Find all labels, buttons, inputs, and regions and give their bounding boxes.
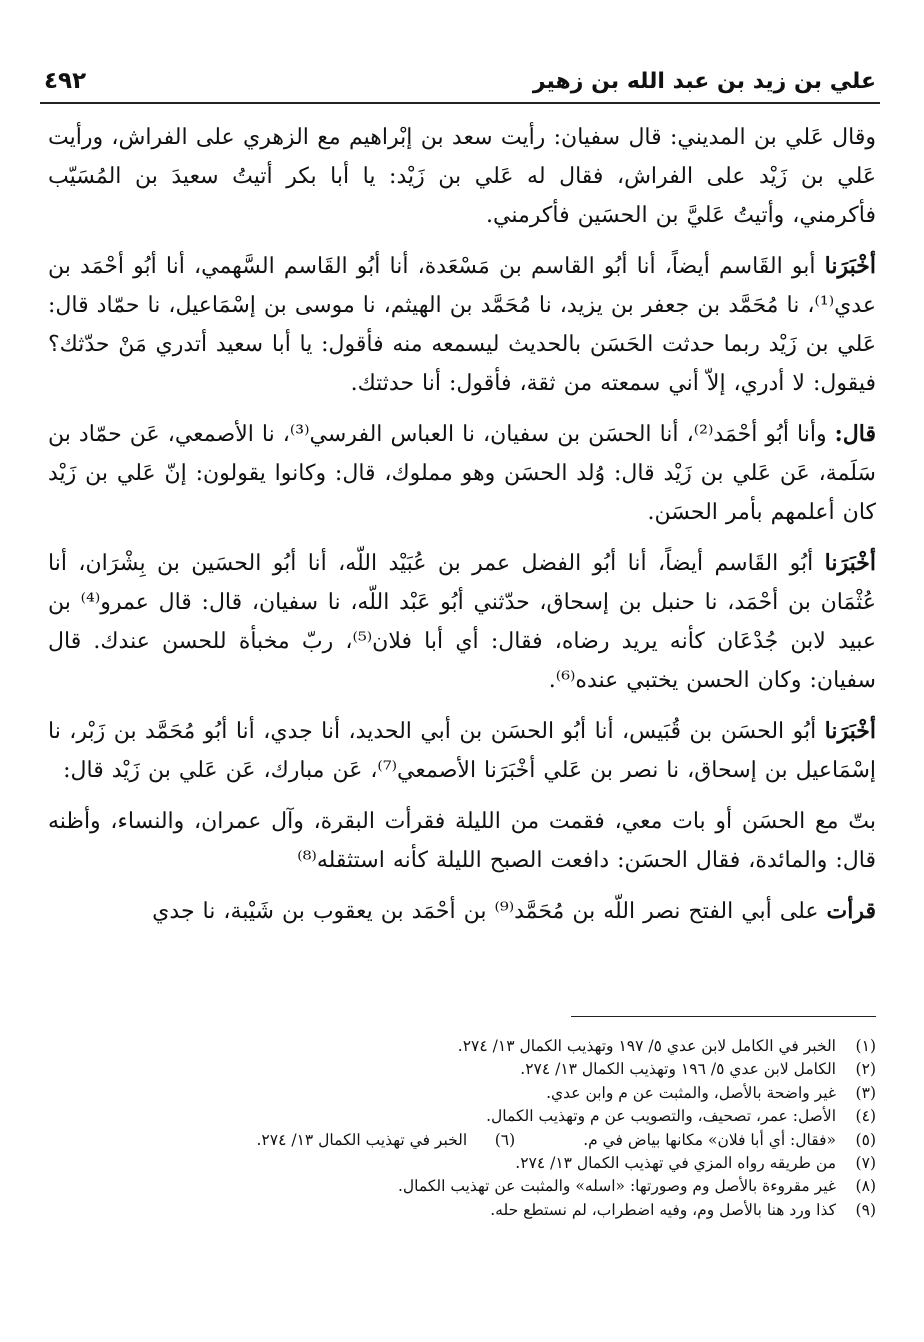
paragraph: قرأت على أبي الفتح نصر اللّه بن مُحَمَّد⁽⁹⁾ بن أحْمَد بن يعقوب بن شَيْبة، نا جدي <box>152 898 876 924</box>
footnote: (١) الخبر في الكامل لابن عدي ٥/ ١٩٧ وتهذيب الكمال ١٣/ ٢٧٤. <box>457 1037 876 1055</box>
main-text <box>48 118 876 943</box>
header-title: علي بن زيد بن عبد الله بن زهير <box>532 69 876 94</box>
footnote: (٩) كذا ورد هنا بالأصل وم، وفيه اضطراب، لم نستطع حله. <box>490 1200 876 1219</box>
paragraph: أخْبَرَنا أبُو الحسَن بن قُبَيس، أنا أبُو الحسَن بن أبي الحديد، أنا جدي، أنا أبُو مُحَمَّد بن زَبْر، نا إسْمَاعيل بن إسحاق، نا نصر بن عَلي أخْبَرَنا الأصمعي⁽⁷⁾، عَن مبارك، عَن عَلي بن زَيْد قال: <box>48 718 876 783</box>
paragraph: أخْبَرَنا أبُو القَاسم أيضاً، أنا أبُو الفضل عمر بن عُبَيْد اللّه، أنا أبُو الحسَين بن بِشْرَان، أنا عُثْمَان بن أحْمَد، نا حنبل بن إسحاق، حدّثني أبُو عَبْد اللّه، نا سفيان، قال: قال عمرو⁽⁴⁾ بن عبيد لابن جُدْعَان كأنه يريد رضاه، فقال: أي أبا فلان⁽⁵⁾، ربّ مخبأة للحسن عندك. قال سفيان: وكان الحسن يختبي عنده⁽⁶⁾. <box>48 550 876 693</box>
paragraph-lead-word: أخْبَرَنا <box>824 718 876 744</box>
footnote-separator <box>571 1016 876 1017</box>
footnote: (٥) «فقال: أي أبا فلان» مكانها بياض في م. (٦) الخبر في تهذيب الكمال ١٣/ ٢٧٤. <box>256 1130 876 1149</box>
running-header <box>40 58 880 104</box>
paragraph: قال: وأنا أبُو أحْمَد⁽²⁾، أنا الحسَن بن سفيان، نا العباس الفرسي⁽³⁾، نا الأصمعي، عَن حمّاد بن سَلَمة، عَن عَلي بن زَيْد قال: وُلد الحسَن وهو مملوك، قال: وكانوا يقولون: إنّ عَلي بن زَيْد كان أعلمهم بأمر الحسَن. <box>48 421 876 525</box>
footnote: (٤) الأصل: عمر، تصحيف، والتصويب عن م وتهذيب الكمال. <box>486 1107 876 1126</box>
paragraph-lead-word: أخْبَرَنا <box>824 550 876 576</box>
paragraph: وقال عَلي بن المديني: قال سفيان: رأيت سعد بن إبْراهيم مع الزهري على الفراش، ورأيت عَلي بن زَيْد على الفراش، فقال له عَلي بن زَيْد: يا أبا بكر أتيتُ سعيدَ بن المُسَيّب فأكرمني، وأتيتُ عَليَّ بن الحسَين فأكرمني. <box>48 125 876 228</box>
paragraph: بتّ مع الحسَن أو بات معي، فقمت من الليلة فقرأت البقرة، وآل عمران، والنساء، وأظنه قال: والمائدة، فقال الحسَن: دافعت الصبح الليلة كأنه استثقله⁽⁸⁾ <box>48 809 876 873</box>
paragraph: أخْبَرَنا أبو القَاسم أيضاً، أنا أبُو القاسم بن مَسْعَدة، أنا أبُو القَاسم السَّهمي، أنا أبُو أحْمَد بن عدي⁽¹⁾، نا مُحَمَّد بن جعفر بن يزيد، نا مُحَمَّد بن الهيثم، نا موسى بن إسْمَاعيل، نا حمّاد قال: عَلي بن زَيْد ربما حدثت الحَسَن بالحديث ليسمعه منه فأقول: يا أبا سعيد أتدري مَنْ حدّثك؟ فيقول: لا أدري، إلاّ أني سمعته من ثقة، فأقول: أنا حدثتك. <box>48 253 876 396</box>
footnote: (٧) من طريقه رواه المزي في تهذيب الكمال ١٣/ ٢٧٤. <box>515 1154 876 1173</box>
paragraph-lead-word: قرأت <box>826 898 876 924</box>
footnotes <box>76 1035 876 1222</box>
paragraph-lead-word: قال: <box>834 421 876 447</box>
footnote: (٨) غير مقروءة بالأصل وم وصورتها: «اسله» والمثبت عن تهذيب الكمال. <box>397 1177 876 1196</box>
footnote: (٢) الكامل لابن عدي ٥/ ١٩٦ وتهذيب الكمال ١٣/ ٢٧٤. <box>520 1060 876 1079</box>
page-number: ٤٩٢ <box>44 68 87 94</box>
footnote: (٣) غير واضحة بالأصل، والمثبت عن م وابن عدي. <box>546 1083 876 1102</box>
paragraph-lead-word: أخْبَرَنا <box>824 253 876 279</box>
